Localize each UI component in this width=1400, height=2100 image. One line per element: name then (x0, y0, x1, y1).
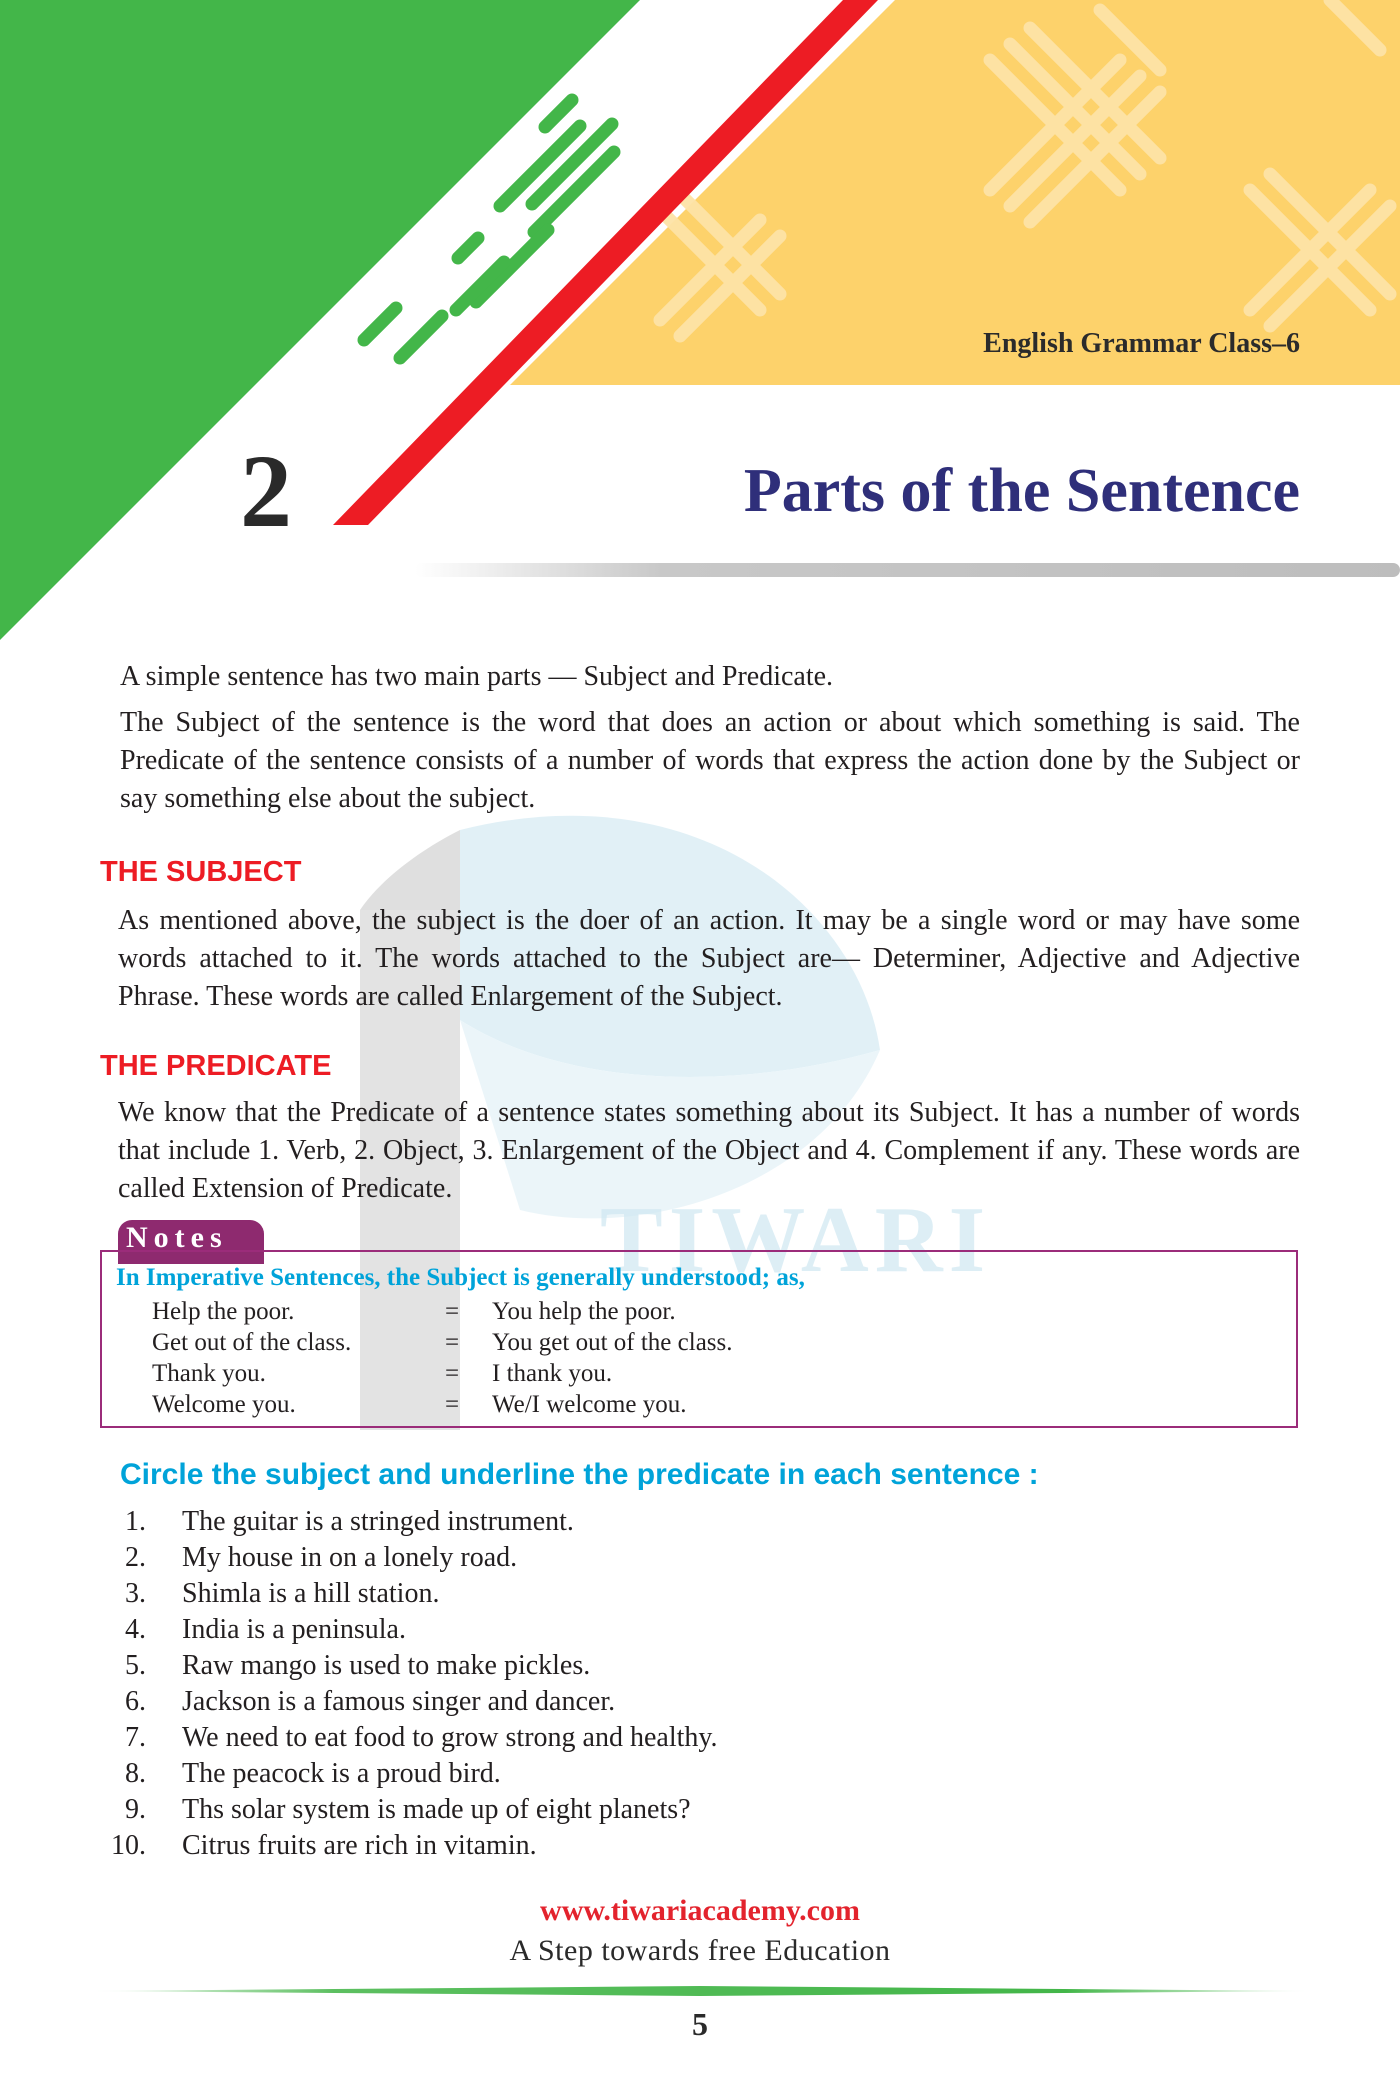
item-number: 9. (125, 1794, 146, 1825)
item-text: Ths solar system is made up of eight planets? (182, 1794, 691, 1825)
item-number: 2. (125, 1542, 146, 1573)
footer-tagline: A Step towards free Education (509, 1934, 891, 1967)
notes-example-row (152, 1327, 1052, 1358)
item-number: 8. (125, 1758, 146, 1789)
list-item (96, 1612, 1276, 1648)
intro-paragraph: A simple sentence has two main parts — Subject and Predicate. (120, 661, 834, 692)
imperative-sentence: Welcome you. (152, 1391, 296, 1418)
chapter-number: 2 (240, 434, 292, 549)
list-item (96, 1504, 1276, 1540)
item-number: 10. (111, 1830, 146, 1861)
notes-example-row (152, 1296, 1052, 1327)
notes-tab-label: Notes (126, 1221, 228, 1254)
equals-sign: = (444, 1391, 460, 1418)
item-text: We need to eat food to grow strong and healthy. (182, 1722, 718, 1753)
predicate-heading: THE PREDICATE (100, 1050, 332, 1082)
list-item (96, 1792, 1276, 1828)
imperative-sentence: Thank you. (152, 1360, 266, 1387)
item-number: 4. (125, 1614, 146, 1645)
item-text: India is a peninsula. (182, 1614, 406, 1645)
page-number: 5 (692, 2006, 708, 2042)
full-sentence: I thank you. (492, 1360, 613, 1387)
chapter-title: Parts of the Sentence (743, 457, 1300, 525)
full-sentence: You help the poor. (492, 1298, 676, 1325)
full-sentence: We/I welcome you. (492, 1391, 687, 1418)
series-label: English Grammar Class–6 (983, 328, 1300, 359)
item-text: Jackson is a famous singer and dancer. (182, 1686, 616, 1717)
item-text: The guitar is a stringed instrument. (182, 1506, 574, 1537)
item-text: Shimla is a hill station. (182, 1578, 440, 1609)
title-rule (415, 563, 1400, 577)
equals-sign: = (444, 1298, 460, 1325)
item-text: Raw mango is used to make pickles. (182, 1650, 591, 1681)
item-number: 1. (125, 1506, 146, 1537)
item-text: The peacock is a proud bird. (182, 1758, 501, 1789)
website-link[interactable]: www.tiwariacademy.com (540, 1894, 860, 1927)
item-number: 6. (125, 1686, 146, 1717)
notes-example-row (152, 1389, 1052, 1420)
equals-sign: = (444, 1329, 460, 1356)
footer-divider (90, 1986, 1310, 1996)
notes-examples (152, 1296, 1052, 1420)
subject-paragraph: As mentioned above, the subject is the doer of an action. It may be a single word or may have some words attached to it. The words attached to the Subject are— Determiner, Adjective and Adjective Phrase. These words are called Enlargement of the Subject. (118, 905, 1300, 1012)
list-item (96, 1756, 1276, 1792)
subject-heading: THE SUBJECT (100, 856, 302, 888)
equals-sign: = (444, 1360, 460, 1387)
list-item (96, 1576, 1276, 1612)
item-number: 3. (125, 1578, 146, 1609)
item-number: 7. (125, 1722, 146, 1753)
imperative-sentence: Get out of the class. (152, 1329, 352, 1356)
list-item (96, 1720, 1276, 1756)
intro-paragraph: The Subject of the sentence is the word that does an action or about which something is said. The Predicate of the sentence consists of a number of words that express the action done by the Subject or say something else about the subject. (120, 707, 1300, 814)
item-text: Citrus fruits are rich in vitamin. (182, 1830, 537, 1861)
watermark-text: TIWARI (600, 1188, 992, 1292)
list-item (96, 1540, 1276, 1576)
predicate-paragraph: We know that the Predicate of a sentence states something about its Subject. It has a number of words that include 1. Verb, 2. Object, 3. Enlargement of the Object and 4. Complement if any. These words are called Extension of Predicate. (118, 1097, 1300, 1204)
full-sentence: You get out of the class. (492, 1329, 733, 1356)
notes-intro: In Imperative Sentences, the Subject is generally understood; as, (116, 1264, 805, 1291)
exercise-heading: Circle the subject and underline the predicate in each sentence : (120, 1458, 1039, 1491)
list-item (96, 1828, 1276, 1864)
list-item (96, 1684, 1276, 1720)
item-text: My house in on a lonely road. (182, 1542, 518, 1573)
item-number: 5. (125, 1650, 146, 1681)
exercise-list (96, 1504, 1276, 1864)
list-item (96, 1648, 1276, 1684)
notes-example-row (152, 1358, 1052, 1389)
imperative-sentence: Help the poor. (152, 1298, 295, 1325)
